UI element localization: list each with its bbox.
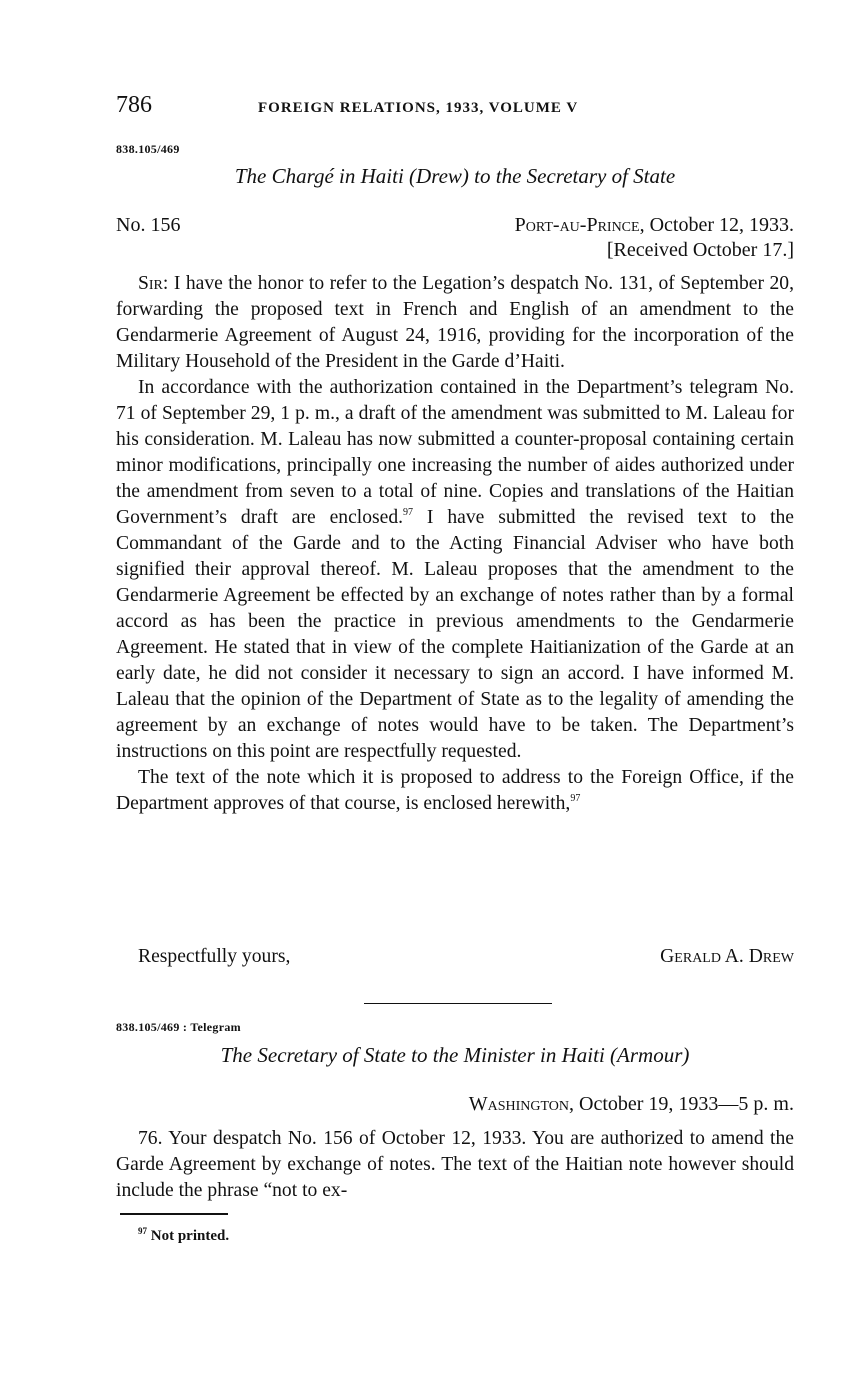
footnote xyxy=(138,1228,229,1245)
doc1-paragraph-3 xyxy=(116,765,794,817)
doc1-closing: Respectfully yours, xyxy=(138,946,291,967)
doc2-paragraph-1: 76. Your despatch No. 156 of October 12, 1933. You are authorized to amend the Garde Agreement by exchange of notes. The text of the Haitian note however should include the phrase “not to ex- xyxy=(116,1128,794,1201)
doc1-date: , October 12, 1933. xyxy=(639,214,794,236)
doc1-file-number: 838.105/469 xyxy=(116,142,180,156)
page-number: 786 xyxy=(116,92,152,118)
doc1-number: No. 156 xyxy=(116,214,181,236)
doc1-place-date xyxy=(515,214,794,237)
doc2-date: , October 19, 1933—5 p. m. xyxy=(569,1093,794,1115)
page-header xyxy=(116,92,794,126)
running-head: FOREIGN RELATIONS, 1933, VOLUME V xyxy=(258,100,579,116)
doc1-title: The Chargé in Haiti (Drew) to the Secretary of State xyxy=(234,164,676,188)
doc1-body xyxy=(116,271,794,817)
doc2-title: The Secretary of State to the Minister in Haiti (Armour) xyxy=(220,1043,690,1067)
doc1-paragraph-3-text: The text of the note which it is proposed to address to the Foreign Office, if the Department approves of that course, is enclosed herewith, xyxy=(116,767,794,814)
footnote-rule xyxy=(120,1213,228,1215)
section-divider xyxy=(364,1003,552,1004)
doc1-paragraph-2-text-a: In accordance with the authorization contained in the Department’s telegram No. 71 of September 29, 1 p. m., a draft of the amendment was submitted to M. Laleau for his consideration. M. Laleau has now submitted a counter-proposal containing certain minor modifications, principally one increasing the number of aides authorized under the amendment from seven to a total of nine. Copies and translations of the Haitian Government’s draft are enclosed. xyxy=(116,377,794,528)
footnote-text: Not printed. xyxy=(150,1228,230,1244)
footnote-marker: 97 xyxy=(138,1226,147,1236)
footnote-reference: 97 xyxy=(403,507,414,518)
doc2-place: Washington xyxy=(468,1093,570,1115)
doc1-paragraph-1 xyxy=(116,271,794,375)
doc1-place: Port-au-Prince xyxy=(514,214,640,236)
doc1-signature: Gerald A. Drew xyxy=(660,946,794,967)
doc2-body xyxy=(116,1126,794,1204)
doc1-received: [Received October 17.] xyxy=(606,239,794,261)
footnote-reference: 97 xyxy=(570,793,581,804)
doc1-paragraph-2-text-b: I have submitted the revised text to the Commandant of the Garde and to the Acting Financial Adviser who have both signified their approval thereof. M. Laleau proposes that the amendment to the Gendarmerie Agreement be effected by an exchange of notes rather than by a formal accord as has been the practice in previous amendments to the Gendarmerie Agreement. He stated that in view of the complete Haitianization of the Garde at an early date, he did not consider it necessary to sign an accord. I have informed M. Laleau that the opinion of the Department of State as to the legality of amending the agreement by an exchange of notes would have to be taken. The Department’s instructions on this point are respectfully requested. xyxy=(116,507,795,762)
doc2-place-date xyxy=(469,1093,794,1116)
document-page xyxy=(116,0,794,1379)
doc1-paragraph-2 xyxy=(116,375,794,765)
doc1-salutation: Sir xyxy=(138,273,163,294)
doc2-file-number: 838.105/469 : Telegram xyxy=(116,1020,241,1034)
doc1-paragraph-1-text: : I have the honor to refer to the Legation’s despatch No. 131, of September 20, forwarding the proposed text in French and English of an amendment to the Gendarmerie Agreement of August 24, 1916, providing for the incorporation of the Military Household of the President in the Garde d’Haiti. xyxy=(116,273,794,372)
